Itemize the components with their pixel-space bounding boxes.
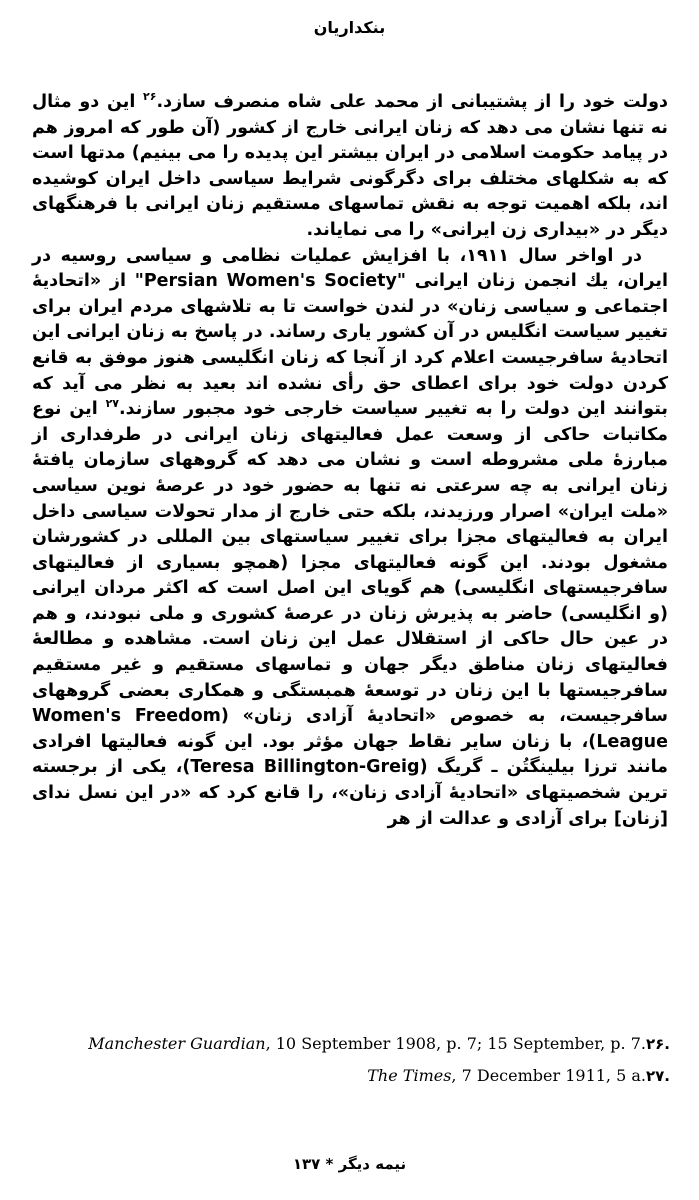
paragraph-2 — [32, 244, 668, 833]
footnote-source: The Times — [367, 1066, 452, 1085]
paragraph-1-rest: این دو مثال نه تنها نشان می دهد که زنان ایرانی خارج از کشور (آن طور که امروز هم در پیامد حکومت اسلامی در ایران بیشتر این پدیده را می بینیم) مدتها است که به شکلهای مختلف برای دگرگونی شرایط سیاسی داخل ایران کوشیده اند، بلکه اهمیت توجه به نقش تماسهای مستقیم زنان ایرانی با فرهنگهای دیگر در «بیداری زن ایرانی» را می نمایاند. — [32, 92, 668, 240]
paragraph-2-rest: این نوع مکاتبات حاکی از وسعت عمل فعالیتهای زنان ایرانی در طرفداری از مبارزهٔ ملی مشروطه است و نشان می دهد که گروههای سازمان یافتهٔ زنان ایرانی به چه سرعتی نه تنها به حضور خود در عرصهٔ نوین سیاسی «ملت ایران» اصرار ورزیدند، بلکه حتی خارج از مدار تحولات سیاسی داخل ایران به فعالیتهای مجزا برای تغییر سیاستهای بین المللی در کشورشان مشغول بودند. این گونه فعالیتهای مجزا (همچو بسیاری از فعالیتهای سافرجیستهای انگلیسی) هم گویای این اصل است که اکثر مردان ایرانی (و انگلیسی) حاضر به پذیرش زنان در عرصهٔ کشوری و ملی نبودند، و هم در عین حال حاکی از استقلال عمل این زنان است. مشاهده و مطالعهٔ فعالیتهای زنان مناطق دیگر جهان و تماسهای مستقیم و غیر مستقیم سافرجیستها با این زنان در توسعهٔ همبستگی و همکاری بعضی گروههای سافرجیست، به خصوص «اتحادیهٔ آزادی زنان» (Women's Freedom League)، با زنان سایر نقاط جهان مؤثر بود. این گونه فعالیتها افرادی مانند ترزا بیلینگتُن ـ گریگ (Teresa Billington-Greig)، یکی از برجسته ترین شخصیتهای «اتحادیهٔ آزادی زنان»، را قانع کرد که «در این نسل ندای [زنان] برای آزادی و عدالت از هر — [32, 399, 668, 829]
footnote-citation — [367, 1066, 646, 1085]
running-header: بنکداریان — [313, 18, 386, 37]
footnote-number: .۲۷ — [645, 1067, 670, 1085]
footnote-details: , 10 September 1908, p. 7; 15 September, p. 7. — [265, 1034, 646, 1053]
footnote-source: Manchester Guardian — [88, 1034, 266, 1053]
footnote-citation — [88, 1034, 646, 1053]
footnote-number: .۲۶ — [645, 1035, 670, 1053]
footnote-ref-27: ۲۷ — [105, 397, 119, 411]
paragraph-1 — [32, 90, 668, 244]
footnotes — [30, 1034, 670, 1098]
paragraph-1-text: دولت خود را از پشتیبانی از محمد علی شاه منصرف سازد. — [156, 92, 668, 112]
footnote-details: , 7 December 1911, 5 a. — [451, 1066, 646, 1085]
page-footer: نیمه دیگر * ۱۳۷ — [292, 1155, 407, 1173]
paragraph-2-text: در اواخر سال ۱۹۱۱، با افزایش عملیات نظامی و سیاسی روسیه در ایران، یك انجمن زنان ایرانی "Persian Women's Society" از «اتحادیهٔ اجتماعی و سیاسی زنان» در لندن خواست تا به تلاشهای مردم ایران برای تغییر سیاست انگلیس در آن کشور یاری رساند. در پاسخ به زنان ایرانی این اتحادیهٔ سافرجیست اعلام کرد از آنجا که زنان انگلیسی هنوز موفق به قانع کردن دولت خود برای اعطای حق رأی نشده اند بعید به نظر می آید که بتوانند این دولت را به تغییر سیاست خارجی خود مجبور سازند. — [32, 245, 668, 420]
footnote-ref-26: ۲۶ — [143, 90, 157, 104]
footnote-26 — [30, 1034, 670, 1054]
footnote-27 — [30, 1066, 670, 1086]
main-text — [32, 90, 668, 832]
